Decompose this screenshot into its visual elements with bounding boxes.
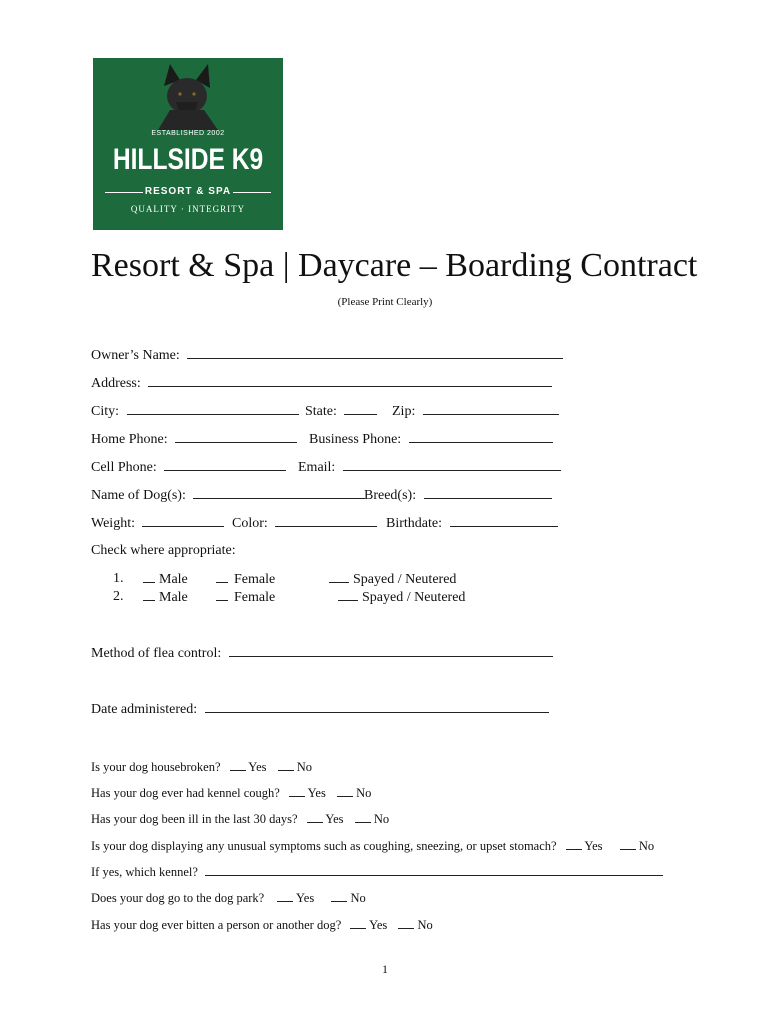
bitten-question[interactable] bbox=[91, 916, 433, 933]
kennel-cough-yes-label: Yes bbox=[307, 786, 326, 800]
spayed-2-label: Spayed / Neutered bbox=[362, 590, 466, 605]
logo-divider-right bbox=[233, 192, 271, 193]
kennel-cough-no-blank[interactable] bbox=[337, 784, 353, 797]
address-field[interactable] bbox=[91, 374, 552, 393]
business-phone-label: Business Phone: bbox=[309, 432, 402, 447]
which-kennel-blank[interactable] bbox=[205, 863, 663, 876]
symptoms-label: Is your dog displaying any unusual symptoms such as coughing, sneezing, or upset stomach? bbox=[91, 839, 557, 853]
city-field[interactable] bbox=[91, 402, 299, 421]
color-field[interactable] bbox=[232, 514, 377, 533]
female-1-blank[interactable] bbox=[216, 570, 228, 583]
address-label: Address: bbox=[91, 376, 141, 391]
spayed-1-label: Spayed / Neutered bbox=[353, 572, 457, 587]
home-phone-blank[interactable] bbox=[175, 430, 297, 443]
german-shepherd-icon bbox=[150, 62, 226, 130]
ill-30-no-label: No bbox=[373, 812, 390, 826]
state-blank[interactable] bbox=[344, 402, 377, 415]
owner-name-blank[interactable] bbox=[187, 346, 563, 359]
date-administered-field[interactable] bbox=[91, 700, 549, 719]
state-label: State: bbox=[305, 404, 337, 419]
housebroken-no-label: No bbox=[296, 760, 313, 774]
check-row-2-number: 2. bbox=[113, 589, 124, 604]
check-row-1-number: 1. bbox=[113, 571, 124, 586]
cell-phone-label: Cell Phone: bbox=[91, 460, 157, 475]
logo-subtitle-text: RESORT & SPA bbox=[144, 186, 232, 197]
flea-control-label: Method of flea control: bbox=[91, 646, 222, 661]
dog-park-label: Does your dog go to the dog park? bbox=[91, 891, 265, 905]
housebroken-yes-blank[interactable] bbox=[230, 758, 246, 771]
weight-blank[interactable] bbox=[142, 514, 224, 527]
bitten-label: Has your dog ever bitten a person or another dog? bbox=[91, 918, 342, 932]
page-title: Resort & Spa | Daycare – Boarding Contract bbox=[91, 247, 698, 284]
dog-park-no-label: No bbox=[350, 891, 366, 905]
business-phone-blank[interactable] bbox=[409, 430, 553, 443]
email-blank[interactable] bbox=[343, 458, 561, 471]
weight-label: Weight: bbox=[91, 516, 135, 531]
kennel-cough-no-label: No bbox=[356, 786, 372, 800]
bitten-yes-blank[interactable] bbox=[350, 916, 366, 929]
weight-field[interactable] bbox=[91, 514, 224, 533]
ill-30-question[interactable] bbox=[91, 810, 389, 827]
which-kennel-field[interactable] bbox=[91, 863, 663, 880]
address-blank[interactable] bbox=[148, 374, 552, 387]
kennel-cough-yes-blank[interactable] bbox=[289, 784, 305, 797]
dog-park-yes-blank[interactable] bbox=[277, 889, 293, 902]
hillside-k9-logo bbox=[93, 58, 283, 230]
breeds-field[interactable] bbox=[364, 486, 552, 505]
birthdate-label: Birthdate: bbox=[386, 516, 442, 531]
flea-control-blank[interactable] bbox=[229, 644, 553, 657]
housebroken-question[interactable] bbox=[91, 758, 312, 775]
check-row-2-spayed[interactable] bbox=[338, 588, 465, 607]
male-1-blank[interactable] bbox=[143, 570, 155, 583]
check-heading: Check where appropriate: bbox=[91, 543, 236, 558]
bitten-yes-label: Yes bbox=[369, 918, 388, 932]
check-row-1-female[interactable] bbox=[216, 570, 275, 589]
symptoms-question[interactable] bbox=[91, 837, 654, 854]
cell-phone-field[interactable] bbox=[91, 458, 286, 477]
dog-names-blank[interactable] bbox=[193, 486, 365, 499]
check-row-1-spayed[interactable] bbox=[329, 570, 456, 589]
ill-30-yes-label: Yes bbox=[325, 812, 344, 826]
female-1-label: Female bbox=[234, 572, 276, 587]
city-blank[interactable] bbox=[127, 402, 299, 415]
female-2-label: Female bbox=[234, 590, 276, 605]
check-row-2-female[interactable] bbox=[216, 588, 275, 607]
housebroken-yes-label: Yes bbox=[248, 760, 267, 774]
flea-control-field[interactable] bbox=[91, 644, 553, 663]
bitten-no-blank[interactable] bbox=[398, 916, 414, 929]
kennel-cough-label: Has your dog ever had kennel cough? bbox=[91, 786, 280, 800]
bitten-no-label: No bbox=[417, 918, 433, 932]
owner-name-label: Owner’s Name: bbox=[91, 348, 180, 363]
email-label: Email: bbox=[298, 460, 336, 475]
housebroken-label: Is your dog housebroken? bbox=[91, 760, 221, 774]
date-administered-label: Date administered: bbox=[91, 702, 198, 717]
date-administered-blank[interactable] bbox=[205, 700, 549, 713]
logo-tagline-text: QUALITY · INTEGRITY bbox=[130, 204, 246, 214]
symptoms-no-label: No bbox=[638, 839, 655, 853]
check-row-1-male[interactable] bbox=[143, 570, 188, 589]
spayed-2-blank[interactable] bbox=[338, 588, 358, 601]
business-phone-field[interactable] bbox=[309, 430, 553, 449]
male-2-label: Male bbox=[159, 590, 188, 605]
symptoms-yes-label: Yes bbox=[584, 839, 603, 853]
email-field[interactable] bbox=[298, 458, 561, 477]
female-2-blank[interactable] bbox=[216, 588, 228, 601]
zip-blank[interactable] bbox=[423, 402, 559, 415]
housebroken-no-blank[interactable] bbox=[278, 758, 294, 771]
cell-phone-blank[interactable] bbox=[164, 458, 286, 471]
spayed-1-blank[interactable] bbox=[329, 570, 349, 583]
birthdate-field[interactable] bbox=[386, 514, 558, 533]
dog-park-yes-label: Yes bbox=[296, 891, 315, 905]
birthdate-blank[interactable] bbox=[450, 514, 558, 527]
dog-park-question[interactable] bbox=[91, 889, 366, 906]
dog-park-no-blank[interactable] bbox=[331, 889, 347, 902]
color-blank[interactable] bbox=[275, 514, 377, 527]
male-1-label: Male bbox=[159, 572, 188, 587]
home-phone-label: Home Phone: bbox=[91, 432, 168, 447]
symptoms-no-blank[interactable] bbox=[620, 837, 636, 850]
ill-30-yes-blank[interactable] bbox=[307, 810, 323, 823]
logo-brand-text: HILLSIDE K9 bbox=[112, 143, 264, 176]
print-note: (Please Print Clearly) bbox=[337, 296, 433, 308]
city-label: City: bbox=[91, 404, 120, 419]
symptoms-yes-blank[interactable] bbox=[566, 837, 582, 850]
dog-names-field[interactable] bbox=[91, 486, 365, 505]
zip-label: Zip: bbox=[392, 404, 416, 419]
zip-field[interactable] bbox=[392, 402, 559, 421]
home-phone-field[interactable] bbox=[91, 430, 297, 449]
dog-names-label: Name of Dog(s): bbox=[91, 488, 186, 503]
ill-30-label: Has your dog been ill in the last 30 days? bbox=[91, 812, 298, 826]
logo-established-text: ESTABLISHED 2002 bbox=[151, 130, 225, 137]
which-kennel-label: If yes, which kennel? bbox=[91, 865, 198, 879]
ill-30-no-blank[interactable] bbox=[355, 810, 371, 823]
state-field[interactable] bbox=[305, 402, 377, 421]
check-row-2-male[interactable] bbox=[143, 588, 188, 607]
kennel-cough-question[interactable] bbox=[91, 784, 371, 801]
page-number: 1 bbox=[382, 962, 388, 976]
owner-name-field[interactable] bbox=[91, 346, 563, 365]
color-label: Color: bbox=[232, 516, 268, 531]
male-2-blank[interactable] bbox=[143, 588, 155, 601]
breeds-blank[interactable] bbox=[424, 486, 552, 499]
breeds-label: Breed(s): bbox=[364, 488, 417, 503]
